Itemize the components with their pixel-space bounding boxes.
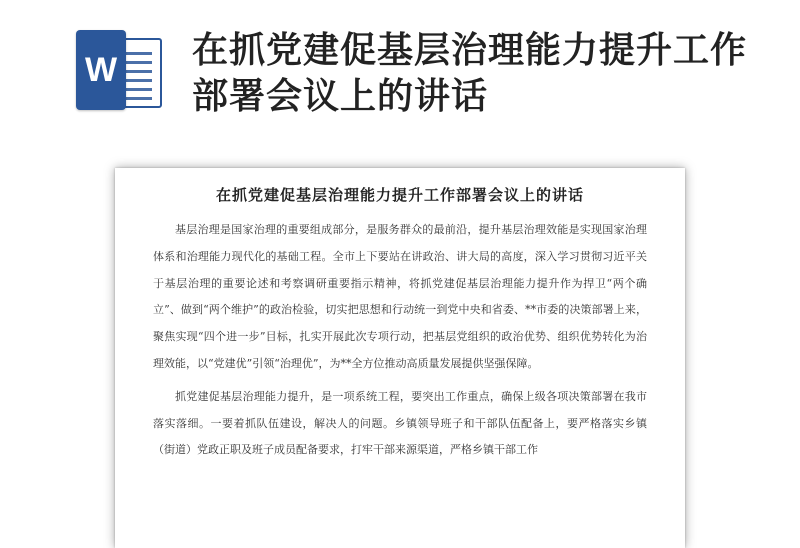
header-title: 在抓党建促基层治理能力提升工作部署会议上的讲话 <box>192 30 748 117</box>
word-w-badge: W <box>76 30 126 110</box>
document-lines-icon <box>122 52 152 106</box>
document-page-preview <box>115 168 685 548</box>
document-paragraph-1: 基层治理是国家治理的重要组成部分，是服务群众的最前沿，提升基层治理效能是实现国家治理体系和治理能力现代化的基础工程。全市上下要站在讲政治、讲大局的高度，深入学习贯彻习近平关于基层治理的重要论述和考察调研重要指示精神，将抓党建促基层治理能力提升作为捍卫“两个确立”、做到“两个维护”的政治检验，切实把思想和行动统一到党中央和省委、**市委的决策部署上来，聚焦实现“四个进一步”目标，扎实开展此次专项行动，把基层党组织的政治优势、组织优势转化为治理效能，以“党建优”引领“治理优”，为**全方位推动高质量发展提供坚强保障。 <box>153 223 647 370</box>
word-document-icon <box>76 30 164 110</box>
document-title: 在抓党建促基层治理能力提升工作部署会议上的讲话 <box>215 186 584 204</box>
document-paragraph-2: 抓党建促基层治理能力提升，是一项系统工程，要突出工作重点，确保上级各项决策部署在我市落实落细。一要着抓队伍建设，解决人的问题。乡镇领导班子和干部队伍配备上，要严格落实乡镇（街道）党政正职及班子成员配备要求，打牢干部来源渠道，严格乡镇干部工作 <box>153 389 647 457</box>
